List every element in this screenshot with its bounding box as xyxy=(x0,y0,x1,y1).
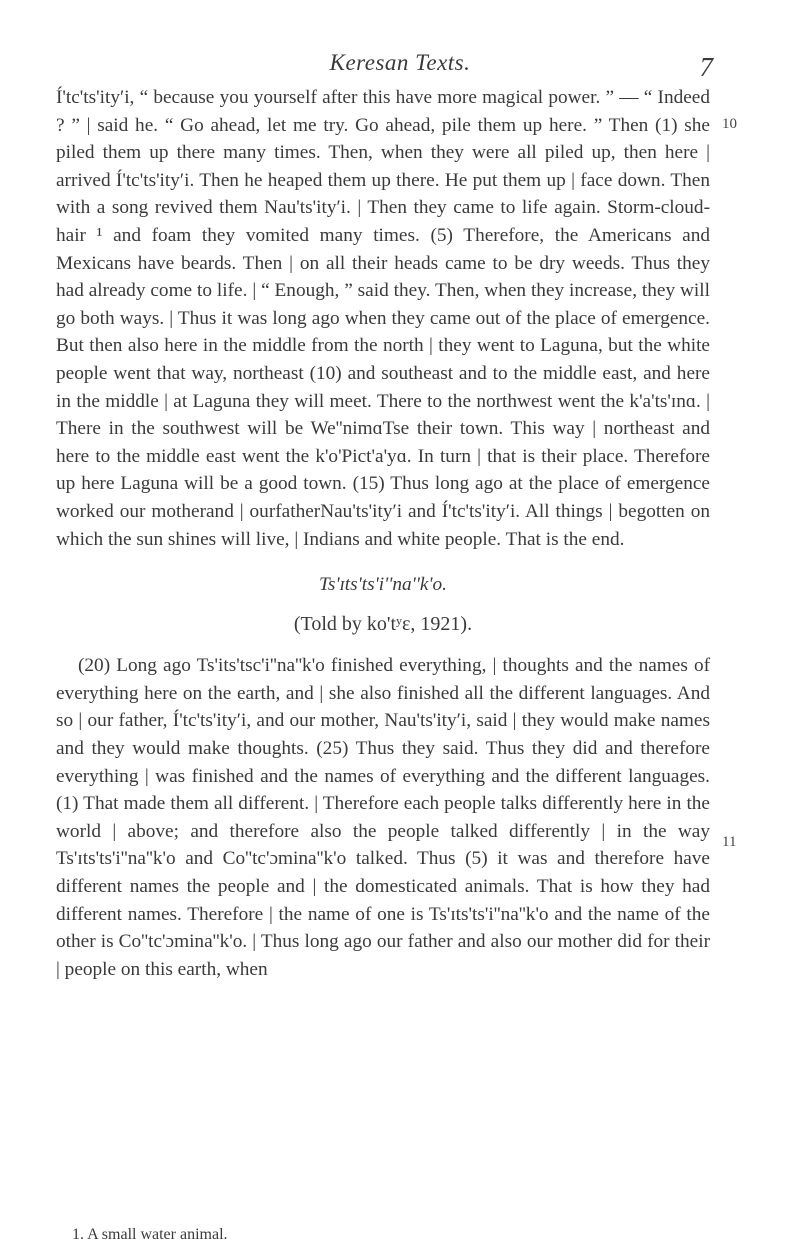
narrator-credit: (Told by ko'tʸɛ, 1921). xyxy=(293,612,473,635)
running-title: Keresan Texts. xyxy=(329,50,471,75)
margin-line-number: 11 xyxy=(722,834,737,850)
page-number: 7 xyxy=(699,52,713,82)
page-header xyxy=(0,50,800,84)
margin-line-number: 10 xyxy=(722,116,737,132)
footnote: 1. A small water animal. xyxy=(72,1226,228,1243)
paragraph: (20) Long ago Ts'its'tsc'i''na''k'o finished everything, | thoughts and the names of everything here on the earth, and | she also finished all the different languages. And so | our father, Í'tc'ts'ityʹi, and our mother, Nau'ts'ityʹi, said | they would make names and they would make thoughts. (25) Thus they said. Thus they did and therefore everything | was finished and the names of everything and the different languages. (1) That made them all different. | Therefore each people talks differently here in the world | above; and therefore also the people talked differently | in the way Ts'ɪts'ts'i''na''k'o and Co''tc'ɔmina''k'o talked. Thus (5) it was and therefore have different names the people and | the domesticated animals. That is how they had different names. Therefore | the name of one is Ts'ɪts'ts'i''na''k'o and the name of the other is Co''tc'ɔmina''k'o. | Thus long ago our father and also our mother did for their | people on this earth, when xyxy=(56,655,710,980)
story-title: Ts'ɪts'ts'i''na''k'o. xyxy=(318,574,447,596)
paragraph: Í'tc'ts'ityʹi, “ because you yourself after this have more magical power. ” — “ Indeed ? ” | said he. “ Go ahead, let me try. Go ahead, pile them up here. ” Then (1) she piled them up there many times. Then, when they were all piled up, then here | arrived Í'tc'ts'ityʹi. Then he heaped them up there. He put them up | face down. Then with a song revived them Nau'ts'ityʹi. | Then they came to life again. Storm-cloud-hair ¹ and foam they vomited many times. (5) Therefore, the Americans and Mexicans have beards. Then | on all their heads came to be dry weeds. Thus they had already come to life. | “ Enough, ” said they. Then, when they increase, they will go both ways. | Thus it was long ago when they came out of the place of emergence. But then also here in the middle from the north | they went to Laguna, but the white people went that way, northeast (10) and southeast and to the middle east, and here in the middle | at Laguna they will meet. There to the northwest went the k'a'ts'ɪnɑ. | There in the southwest will be We''nimɑTse their town. This way | northeast and here to the middle east went the k'o'Pict'a'yɑ. In turn | that is their place. Therefore up here Laguna will be a good town. (15) Thus long ago at the place of emergence worked our motherand | ourfatherNau'ts'ityʹi and Í'tc'ts'ityʹi. All things | begotten on which the sun shines will live, | Indians and white people. That is the end. xyxy=(56,87,710,550)
body-text xyxy=(56,84,710,983)
